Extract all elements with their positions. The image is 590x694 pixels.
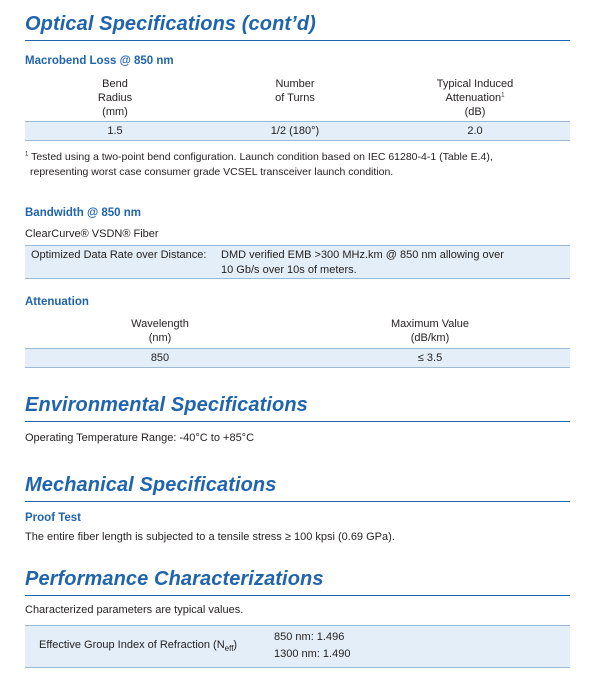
group-index-label	[39, 638, 237, 653]
performance-note: Characterized parameters are typical values.	[25, 604, 244, 616]
fiber-name: ClearCurve® VSDN® Fiber	[25, 228, 159, 240]
header-line: Radius	[97, 92, 133, 104]
induced-attenuation-value: 2.0	[467, 125, 483, 137]
data-rate-label: Optimized Data Rate over Distance:	[31, 249, 207, 261]
wavelength-value: 850	[150, 352, 170, 364]
group-index-values	[274, 629, 350, 663]
header-line: (nm)	[148, 332, 172, 344]
footnote-text: Tested using a two-point bend configuration. Launch condition based on IEC 61280-4-1 (Table E.4),	[31, 151, 493, 163]
table-row	[25, 348, 570, 368]
optical-specs-title: Optical Specifications (cont’d)	[25, 12, 570, 41]
header-line: (dB/km)	[410, 332, 450, 344]
header-line: Typical Induced	[436, 78, 514, 90]
header-line: Bend	[102, 78, 128, 90]
header-text: Attenuation	[445, 92, 502, 104]
number-turns-header	[240, 77, 350, 105]
environmental-specs-title: Environmental Specifications	[25, 393, 570, 422]
attenuation-heading: Attenuation	[25, 296, 89, 308]
group-index-1300: 1300 nm: 1.490	[274, 648, 351, 660]
operating-temperature: Operating Temperature Range: -40°C to +85°C	[25, 432, 255, 444]
mechanical-specs-title: Mechanical Specifications	[25, 473, 570, 502]
table-row	[25, 121, 570, 141]
header-line	[410, 91, 540, 105]
group-index-850: 850 nm: 1.496	[274, 631, 345, 643]
header-line: Maximum Value	[390, 318, 470, 330]
header-line: Number	[275, 78, 315, 90]
header-line: (mm)	[102, 106, 128, 118]
performance-title: Performance Characterizations	[25, 567, 570, 596]
label-subscript: eff	[224, 644, 234, 654]
group-index-row	[25, 625, 570, 668]
max-attenuation-value: ≤ 3.5	[417, 352, 443, 364]
header-line: Wavelength	[131, 318, 189, 330]
footnote-line: representing worst case consumer grade VCSEL transceiver launch condition.	[30, 166, 394, 178]
bend-radius-header	[70, 77, 160, 119]
footnote-marker: 1	[25, 151, 29, 158]
typical-induced-attenuation-header	[410, 77, 540, 119]
max-value-header	[360, 317, 500, 345]
value-line: 10 Gb/s over 10s of meters.	[221, 264, 357, 276]
label-text: Effective Group Index of Refraction (N	[39, 639, 225, 651]
number-turns-value: 1/2 (180°)	[270, 125, 320, 137]
value-line: DMD verified EMB >300 MHz.km @ 850 nm allowing over	[221, 249, 504, 261]
wavelength-header	[105, 317, 215, 345]
macrobend-footnote	[25, 150, 493, 180]
label-text: )	[233, 639, 238, 651]
footnote-line	[25, 150, 493, 165]
proof-test-text: The entire fiber length is subjected to a tensile stress ≥ 100 kpsi (0.69 GPa).	[25, 531, 395, 543]
bend-radius-value: 1.5	[107, 125, 123, 137]
header-line: of Turns	[275, 92, 315, 104]
proof-test-heading: Proof Test	[25, 512, 82, 524]
macrobend-heading: Macrobend Loss @ 850 nm	[25, 55, 174, 67]
bandwidth-heading: Bandwidth @ 850 nm	[25, 207, 142, 219]
bandwidth-row	[25, 245, 570, 279]
data-rate-value	[221, 248, 504, 278]
footnote-marker: 1	[501, 92, 505, 99]
header-line: (dB)	[464, 106, 486, 118]
